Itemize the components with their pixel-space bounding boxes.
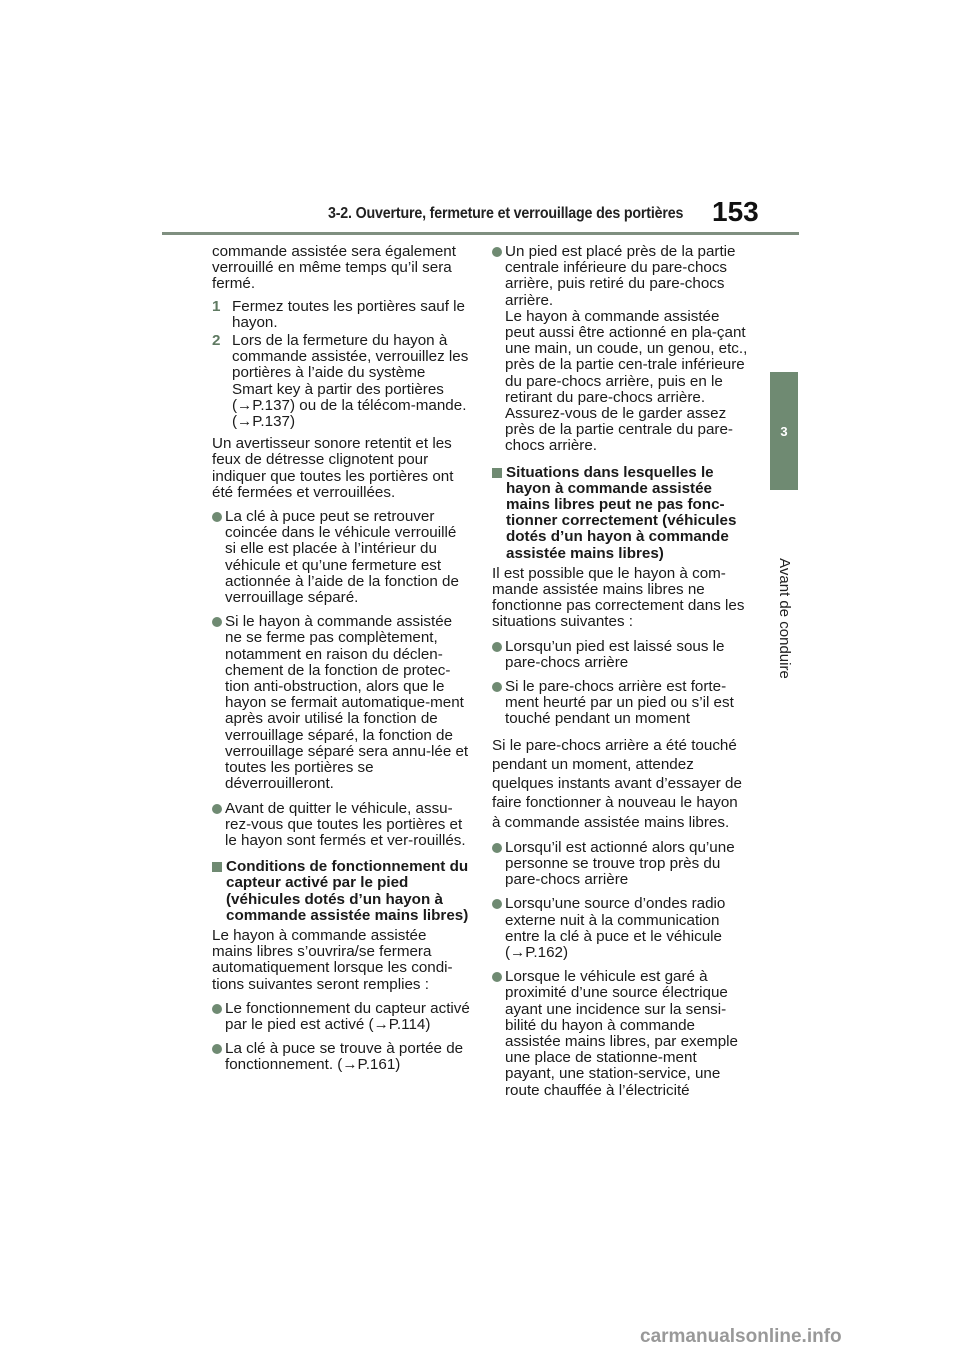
bullet-text: Lorsque le véhicule est garé à proximité d’une source électrique ayant une incidence sur la sensi-bilité du hayon à commande assistée mains libres, par exemple une place de stationne-ment payant, une station-service, une route chauffée à l’électricité [505, 968, 738, 1099]
bullet-item [212, 1001, 470, 1033]
subsection-heading [492, 465, 750, 562]
page-number: 153 [712, 196, 759, 227]
chapter-number: 3 [780, 423, 788, 439]
left-column [212, 244, 470, 1074]
step-item [212, 333, 470, 430]
square-bullet-icon [212, 862, 222, 872]
watermark: carmanualsonline.info [640, 1326, 842, 1347]
bullet-note: Le hayon à commande assistée peut aussi être actionné en pla-çant une main, un coude, un genou, etc., près de la partie cen-trale inférieure du pare-chocs arrière, puis en le retirant du pare-chocs arrière. Assurez-vous de le garder assez près de la partie centrale du pare-chocs arrière. [505, 307, 748, 455]
bullet-text: Avant de quitter le véhicule, assu-rez-vous que toutes les portières et le hayon sont fermés et ver-rouillés. [225, 799, 466, 849]
heading-body: Il est possible que le hayon à com-mande assistée mains libres ne fonctionne pas correctement dans les situations suivantes : [492, 564, 745, 631]
step-number: 2 [212, 332, 221, 350]
bullet-dot-icon [212, 1044, 222, 1054]
bullet-text: Un pied est placé près de la partie centrale inférieure du pare-chocs arrière, puis retiré du pare-chocs arrière. [505, 243, 736, 309]
bullet-text: Si le hayon à commande assistée ne se ferme pas complètement, notamment en raison du déclen-chement de la fonction de protec-tion anti-obstruction, alors que le hayon se fermait automatique-ment après avoir utilisé la fonction de verrouillage séparé, la fonction de verrouillage séparé sera annu-lée et toutes les portières se déverrouilleront. [225, 613, 469, 793]
heading-body: Le hayon à commande assistée mains libres s’ouvrira/se fermera automatiquement lorsque les condi-tions suivantes seront remplies : [212, 926, 453, 993]
bullet-item [492, 840, 750, 889]
step-text: Fermez toutes les portières sauf le hayon. [232, 297, 465, 331]
bullet-dot-icon [212, 1004, 222, 1014]
bullet-item [212, 614, 470, 792]
bullet-text: La clé à puce peut se retrouver coincée dans le véhicule verrouillé si elle est placée à l’intérieur du véhicule et qu’une fermeture est actionnée à l’aide de la fonction de verrouillage séparé. [225, 508, 459, 607]
chapter-tab[interactable] [770, 372, 798, 490]
bullet-item [492, 896, 750, 961]
square-bullet-icon [492, 468, 502, 478]
step-text: Lors de la fermeture du hayon à commande assistée, verrouillez les portières à l’aide du système Smart key à partir des portières (→P.137) ou de la télécom-mande. (→P.137) [232, 332, 469, 431]
step-item [212, 299, 470, 331]
bullet-item [492, 244, 750, 455]
heading-text: Conditions de fonctionnement du capteur activé par le pied (véhicules dotés d’un hayon à commande assistée mains libres) [226, 858, 469, 924]
bullet-item [212, 1041, 470, 1073]
bullet-dot-icon [492, 899, 502, 909]
header-rule [162, 232, 799, 235]
section-title: 3-2. Ouverture, fermeture et verrouillage des portières [328, 205, 684, 222]
bullet-text: Le fonctionnement du capteur activé par le pied est activé (→P.114) [225, 999, 470, 1033]
intro-text: commande assistée sera également verrouillé en même temps qu’il sera fermé. [212, 243, 456, 293]
bullet-text: Lorsqu’une source d’ondes radio externe nuit à la communication entre la clé à puce et le véhicule (→P.162) [505, 895, 726, 961]
chapter-label-text: Avant de conduire [775, 557, 793, 679]
bullet-dot-icon [212, 617, 222, 627]
chapter-label [770, 528, 798, 708]
after-steps-text: Un avertisseur sonore retentit et les feux de détresse clignotent pour indiquer que toutes les portières ont été fermées et verrouillées. [212, 435, 454, 501]
bullet-text: La clé à puce se trouve à portée de fonctionnement. (→P.161) [225, 1040, 464, 1074]
bullet-dot-icon [492, 843, 502, 853]
bullet-text: Lorsqu’il est actionné alors qu’une personne se trouve trop près du pare-chocs arrière [505, 838, 735, 889]
bullet-item [212, 509, 470, 606]
right-column [492, 244, 750, 1099]
bullet-text: Lorsqu’un pied est laissé sous le pare-chocs arrière [505, 637, 725, 671]
bullet-dot-icon [492, 682, 502, 692]
bullet-item [212, 801, 470, 850]
bullet-dot-icon [492, 972, 502, 982]
middle-text: Si le pare-chocs arrière a été touché pendant un moment, attendez quelques instants avant d’essayer de faire fonctionner à nouveau le hayon à commande assistée mains libres. [492, 736, 742, 831]
bullet-dot-icon [492, 642, 502, 652]
heading-text: Situations dans lesquelles le hayon à commande assistée mains libres peut ne pas fonc-tionner correctement (véhicules dotés d’un hayon à commande assistée mains libres) [506, 463, 737, 562]
bullet-dot-icon [212, 804, 222, 814]
bullet-item [492, 969, 750, 1099]
step-number: 1 [212, 297, 221, 315]
bullet-dot-icon [212, 512, 222, 522]
bullet-item [492, 639, 750, 671]
bullet-item [492, 679, 750, 728]
bullet-dot-icon [492, 247, 502, 257]
bullet-text: Si le pare-chocs arrière est forte-ment heurté par un pied ou s’il est touché pendant un moment [505, 678, 734, 728]
subsection-heading [212, 859, 470, 924]
